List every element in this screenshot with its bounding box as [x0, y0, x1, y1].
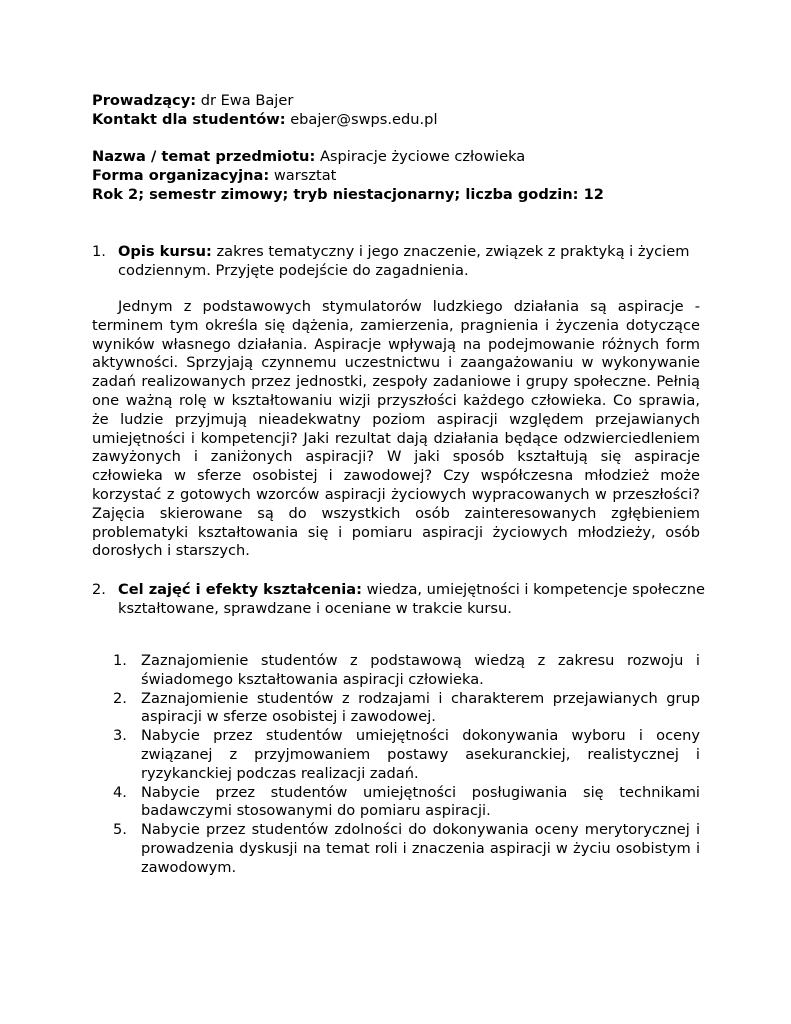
section-goals: [92, 580, 712, 618]
list-item: [113, 727, 700, 783]
list-item-number: 3.: [113, 727, 127, 745]
contact-email[interactable]: ebajer@swps.edu.pl: [290, 111, 438, 128]
section-heading-text: [118, 242, 712, 280]
section-heading-text: [118, 580, 712, 618]
goals-list: [113, 652, 700, 878]
subject-label: Nazwa / temat przedmiotu:: [92, 148, 316, 165]
list-item-text: Nabycie przez studentów umiejętności dokonywania wyboru i oceny związanej z przyjmowaniem postawy asekuranckiej, realistycznej i ryzykanckiej podczas realizacji zadań.: [141, 727, 700, 782]
section-title: Opis kursu:: [118, 243, 212, 260]
section-number: 1.: [92, 243, 106, 260]
contact-label: Kontakt dla studentów:: [92, 111, 286, 128]
teacher-label: Prowadzący:: [92, 92, 197, 109]
teacher-value: dr Ewa Bajer: [200, 92, 294, 109]
list-item-number: 5.: [113, 821, 127, 839]
list-item: [113, 784, 700, 822]
section-number: 2.: [92, 581, 106, 598]
list-item-text: Nabycie przez studentów umiejętności posługiwania się technikami badawczymi stosowanymi do pomiaru aspiracji.: [141, 783, 700, 820]
section-title: Cel zajęć i efekty kształcenia:: [118, 581, 362, 598]
section-course-description: [92, 242, 712, 280]
section-description: wiedza, umiejętności i kompetencje społeczne kształtowane, sprawdzane i oceniane w trakcie kursu.: [118, 581, 705, 617]
subject-value: Aspiracje życiowe człowieka: [319, 148, 526, 165]
list-item: [113, 652, 700, 690]
list-item: [113, 690, 700, 728]
list-item-number: 2.: [113, 689, 127, 707]
year-info: Rok 2; semestr zimowy; tryb niestacjonarny; liczba godzin: 12: [92, 186, 604, 203]
contact-line: [92, 111, 438, 129]
list-item-number: 1.: [113, 652, 127, 669]
list-item-text: Zaznajomienie studentów z podstawową wiedzą z zakresu rozwoju i świadomego kształtowania aspiracji człowieka.: [141, 652, 700, 688]
form-label: Forma organizacyjna:: [92, 167, 270, 184]
list-item-number: 4.: [113, 783, 127, 801]
list-item: [113, 821, 700, 877]
list-item-text: Nabycie przez studentów zdolności do dokonywania oceny merytorycznej i prowadzenia dyskusji na temat roli i znaczenia aspiracji w życiu osobistym i zawodowym.: [141, 821, 700, 876]
year-line: [92, 186, 604, 204]
list-item-text: Zaznajomienie studentów z rodzajami i charakterem przejawianych grup aspiracji w sferze osobistej i zawodowej.: [141, 689, 700, 726]
form-value: warsztat: [273, 167, 337, 184]
form-line: [92, 167, 336, 185]
course-description-paragraph: Jednym z podstawowych stymulatorów ludzkiego działania są aspiracje - terminem tym określa się dążenia, zamierzenia, pragnienia i życzenia dotyczące wyników własnego działania. Aspiracje wpływają na podejmowanie różnych form aktywności. Sprzyjają czynnemu uczestnictwu i zaangażowaniu w wykonywanie zadań realizowanych przez jednostki, zespoły zadaniowe i grupy społeczne. Pełnią one ważną rolę w kształtowaniu wizji przyszłości każdego człowieka. Co sprawia, że ludzie przyjmują nieadekwatny poziom aspiracji względem przejawianych umiejętności i kompetencji? Jaki rezultat dają działania będące odzwierciedleniem zawyżonych i zaniżonych aspiracji? W jaki sposób kształtują się aspiracje człowieka w sferze osobistej i zawodowej? Czy współczesna młodzież może korzystać z gotowych wzorców aspiracji życiowych wypracowanych w przeszłości? Zajęcia skierowane są do wszystkich osób zainteresowanych zgłębieniem problematyki kształtowania się i pomiaru aspiracji życiowych młodzieży, osób dorosłych i starszych.: [92, 298, 700, 560]
section-description: zakres tematyczny i jego znaczenie, związek z praktyką i życiem codziennym. Przyjęte podejście do zagadnienia.: [118, 243, 690, 279]
subject-line: [92, 148, 525, 166]
teacher-line: [92, 92, 293, 110]
